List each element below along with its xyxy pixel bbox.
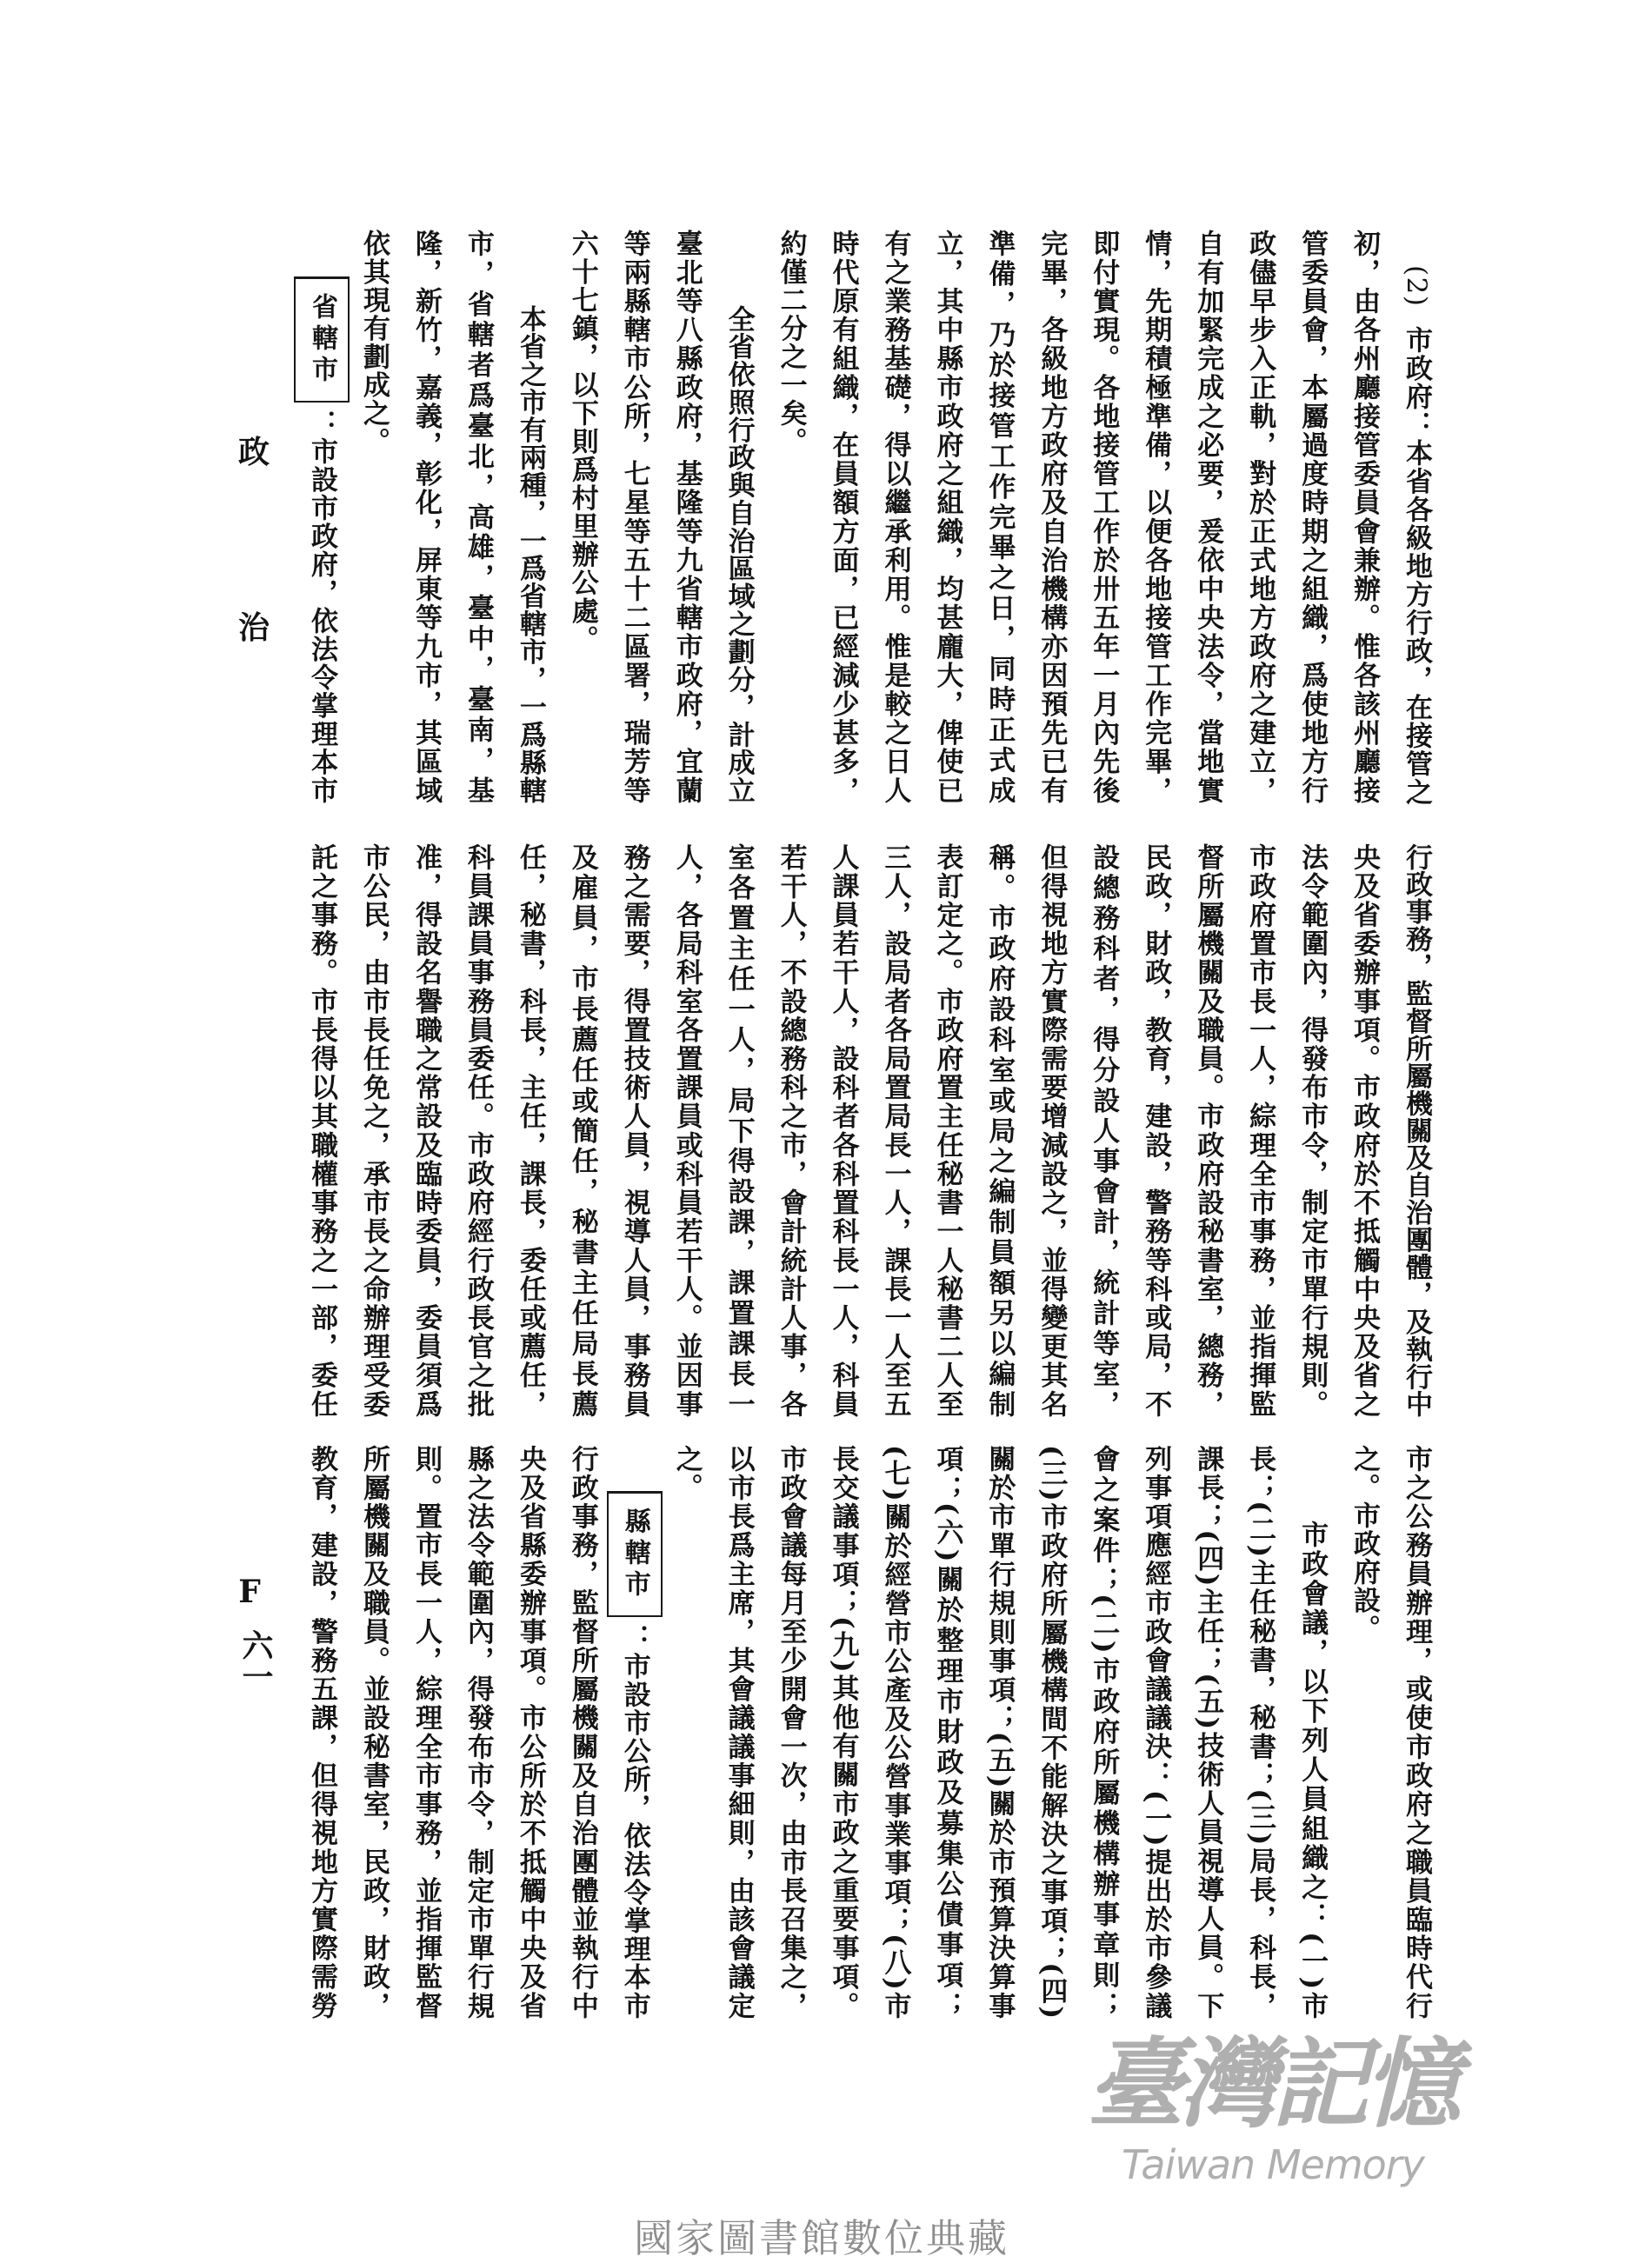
text-column: 本省之市有兩種，一爲省轄市，一爲縣轄: [514, 305, 546, 803]
text-column: 室各置主任一人，局下得設課，課置課長一: [723, 843, 755, 1417]
section-number: (2): [1401, 265, 1432, 308]
text-column: 以市長爲主席，其會議議事細則，由該會議定: [723, 1445, 755, 2019]
text-column: 政儘早步入正軌，對於正式地方政府之建立，: [1244, 230, 1276, 803]
text-column: 列事項應經市政會議議決：(一)提出於市參議: [1140, 1445, 1172, 2019]
text-column: 依其現有劃成之。: [358, 230, 390, 456]
text-column: 教育，建設，警務五課，但得視地方實際需勞: [306, 1445, 338, 2019]
text-column: ：市設市政府，依法令掌理本市: [306, 409, 338, 803]
text-column: 央及省縣委辦事項。市公所於不抵觸中央及省: [514, 1445, 546, 2019]
text-column: 約僅二分之一矣。: [775, 230, 807, 456]
text-column: (三)市政府所屬機構間不能解決之事項；(四): [1036, 1445, 1068, 2019]
text-column: 會之案件；(二)市政府所屬機構辦事章則；: [1088, 1445, 1120, 2019]
text-column: 之。: [670, 1445, 703, 1501]
text-column: 市，省轄者爲臺北，高雄，臺中，臺南，基: [462, 230, 494, 803]
watermark-logo: 臺灣記憶: [1087, 2027, 1455, 2141]
text-column: 隆，新竹，嘉義，彰化，屏東等九市，其區域: [410, 230, 442, 803]
page-letter: F: [238, 1574, 261, 1610]
text-column: 六十七鎮，以下則爲村里辦公處。: [566, 230, 598, 654]
text-column: 市公民，由市長任免之，承市長之命辦理受委: [358, 843, 390, 1417]
text-column: 縣之法令範圍內，得發布市令，制定市單行規: [462, 1445, 494, 2019]
text-column: 長交議事項；(九)其他有關市政之重要事項。: [827, 1445, 859, 2019]
text-column: 市之公務員辦理，或使市政府之職員臨時代行: [1401, 1445, 1432, 2019]
text-column: 市政府置市長一人，綜理全市事務，並指揮監: [1244, 843, 1276, 1417]
text-column: 市政會議，以下列人員組織之：(一)市: [1296, 1521, 1329, 2019]
text-column: 項；(六)關於整理市財政及募集公債事項；: [931, 1445, 963, 2019]
text-column: 關於市單行規則事項；(五)關於市預算決算事: [983, 1445, 1016, 2019]
text-column: 準備，乃於接管工作完畢之日，同時正式成: [983, 230, 1016, 803]
text-column: 設總務科者，得分設人事會計，統計等室，: [1088, 843, 1120, 1417]
text-column: 民政，財政，教育，建設，警務等科或局，不: [1140, 843, 1172, 1417]
running-header-char: 政: [237, 434, 270, 470]
text-column: 人課員若干人，設科者各科置科長一人，科員: [827, 843, 859, 1417]
text-column: 准，得設名譽職之常設及臨時委員，委員須爲: [410, 843, 442, 1417]
text-column: 託之事務。市長得以其職權事務之一部，委任: [306, 843, 338, 1417]
text-column: 央及省委辦事項。市政府於不抵觸中央及省之: [1349, 843, 1381, 1417]
text-column: 科員課員事務員委任。市政府經行政長官之批: [462, 843, 494, 1417]
archive-footer: 國家圖書館數位典藏: [634, 2215, 1010, 2261]
text-column: 任，秘書，科長，主任，課長，委任或薦任，: [514, 843, 546, 1417]
text-column: 課長；(四)主任；(五)技術人員視導人員。下: [1192, 1445, 1224, 2019]
text-column: 行政事務，監督所屬機關及自治團體，及執行中: [1401, 843, 1432, 1417]
paragraph-text: ：本省各級地方行政，在接管之: [1401, 410, 1432, 807]
text-column: 立，其中縣市政府之組織，均甚龐大，俾使已: [931, 230, 963, 803]
text-column: 全省依照行政與自治區域之劃分，計成立: [723, 305, 755, 803]
text-column: 則。置市長一人，綜理全市事務，並指揮監督: [410, 1445, 442, 2019]
page-number: 六一: [237, 1629, 274, 1692]
text-column: 市政會議每月至少開會一次，由市長召集之，: [775, 1445, 807, 2019]
running-header-char: 治: [237, 609, 270, 646]
text-column: 法令範圍內，得發布市令，制定市單行規則。: [1296, 843, 1329, 1417]
text-column: 完畢，各級地方政府及自治機構亦因預先已有: [1036, 230, 1068, 803]
text-column: 等兩縣轄市公所，七星等五十二區署，瑞芳等: [618, 230, 650, 803]
section-title: 市政府: [1401, 326, 1432, 411]
text-column: 人，各局科室各置課員或科員若干人。並因事: [670, 843, 703, 1417]
text-column: ：市設市公所，依法令掌理本市: [618, 1624, 650, 2019]
text-column: 之。市政府設。: [1349, 1445, 1381, 1643]
text-column: (七)關於經營市公產及公營事業事項；(八)市: [879, 1445, 911, 2019]
text-column: 但得視地方實際需要增減設之，並得變更其名: [1036, 843, 1068, 1417]
text-column: 長；(二)主任秘書，秘書；(三)局長，科長，: [1244, 1445, 1276, 2019]
text-column: 有之業務基礎，得以繼承利用。惟是較之日人: [879, 230, 911, 803]
boxed-heading: 省轄市: [294, 276, 350, 403]
text-column: 行政事務，監督所屬機關及自治團體並執行中: [566, 1445, 598, 2019]
text-column: 三人，設局者各局置局長一人，課長一人至五: [879, 843, 911, 1417]
text-column: 稱。市政府設科室或局之編制員額另以編制: [983, 843, 1016, 1417]
text-column: 情，先期積極準備，以便各地接管工作完畢，: [1140, 230, 1172, 803]
text-column: [1399, 265, 1434, 807]
boxed-heading: 縣轄市: [607, 1491, 663, 1617]
watermark-text: Taiwan Memory: [1122, 2141, 1424, 2188]
text-column: 臺北等八縣政府，基隆等九省轄市政府，宜蘭: [670, 230, 703, 803]
text-column: 即付實現。各地接管工作於卅五年一月內先後: [1088, 230, 1120, 803]
text-column: 督所屬機關及職員。市政府設秘書室，總務，: [1192, 843, 1224, 1417]
text-column: 務之需要，得置技術人員，視導人員，事務員: [618, 843, 650, 1417]
text-column: 管委員會，本屬過度時期之組織，爲使地方行: [1296, 230, 1329, 803]
text-column: 所屬機關及職員。並設秘書室，民政，財政，: [358, 1445, 390, 2019]
text-column: 時代原有組織，在員額方面，已經減少甚多，: [827, 230, 859, 803]
text-column: 初，由各州廳接管委員會兼辦。惟各該州廳接: [1349, 230, 1381, 803]
text-column: 若干人，不設總務科之市，會計統計人事，各: [775, 843, 807, 1417]
text-column: 及雇員，市長薦任或簡任，秘書主任局長薦: [566, 843, 598, 1417]
text-column: 自有加緊完成之必要，爰依中央法令，當地實: [1192, 230, 1224, 803]
text-column: 表訂定之。市政府置主任秘書一人秘書二人至: [931, 843, 963, 1417]
